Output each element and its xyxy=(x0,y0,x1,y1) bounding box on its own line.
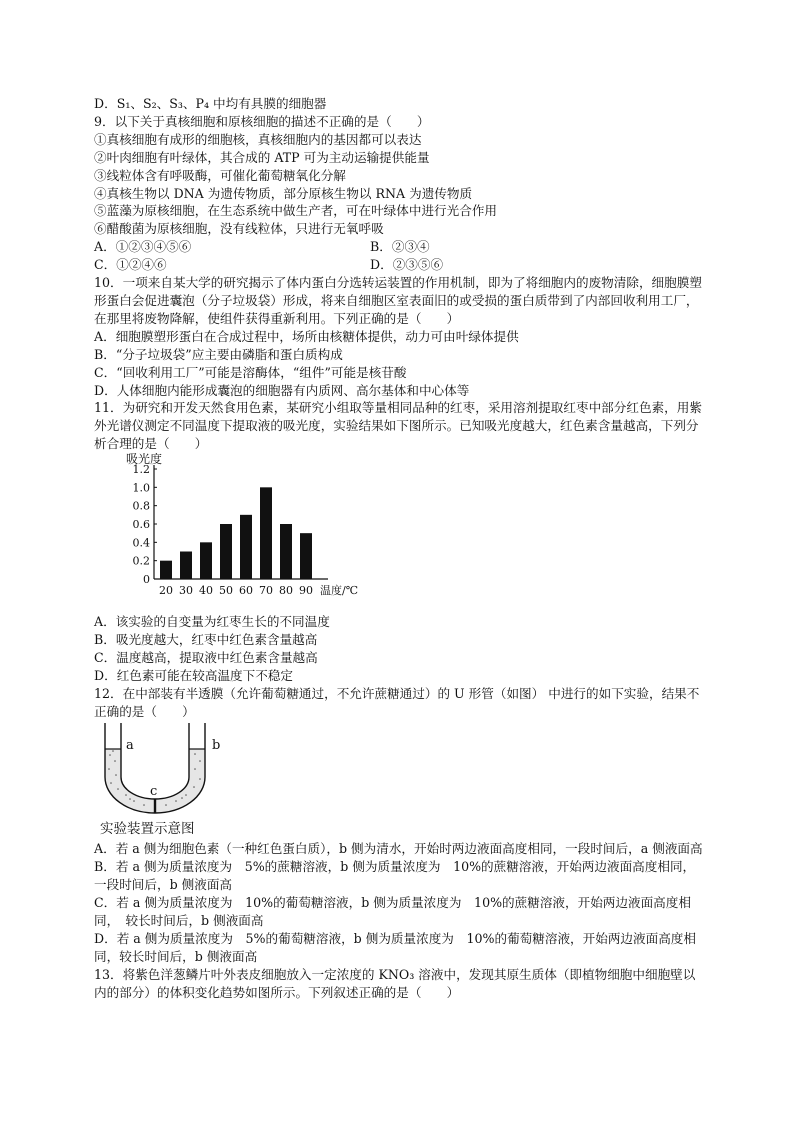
q9-stem: 9．以下关于真核细胞和原核细胞的描述不正确的是（ ） xyxy=(94,113,430,129)
q10-option-c: C．“回收利用工厂”可能是溶酶体，“组件”可能是核苷酸 xyxy=(94,364,407,380)
bar-50 xyxy=(220,524,232,579)
x-tick-label: 40 xyxy=(199,584,213,598)
u-tube-diagram xyxy=(100,721,250,821)
bar-60 xyxy=(240,515,252,579)
bar-40 xyxy=(200,542,212,579)
q8-option-d: D．S₁、S₂、S₃、P₄ 中均有具膜的细胞器 xyxy=(94,96,327,111)
bar-90 xyxy=(300,533,312,579)
bar-80 xyxy=(280,524,292,579)
u-tube-figure xyxy=(94,721,704,821)
x-tick-label: 70 xyxy=(259,584,273,598)
figure-caption: 实验装置示意图 xyxy=(100,820,195,837)
u-tube-label-a: a xyxy=(126,737,134,753)
x-tick-label: 20 xyxy=(159,584,173,598)
q13-stem: 13．将紫色洋葱鳞片叶外表皮细胞放入一定浓度的 KNO₃ 溶液中，发现其原生质体（即植物细胞中细胞壁以内的部分）的体积变化趋势如图所示。下列叙述正确的是（ ） xyxy=(94,966,696,1000)
q11-option-a: A．该实验的自变量为红枣生长的不同温度 xyxy=(94,614,330,630)
q10-stem: 10．一项来自某大学的研究揭示了体内蛋白分选转运装置的作用机制，即为了将细胞内的废物清除，细胞膜塑形蛋白会促进囊泡（分子垃圾袋）形成，将来自细胞区室表面旧的或受损的蛋白质带到了内部回收利用工厂，在那里将废物降解，使组件获得重新利用。下列正确的是（ ） xyxy=(94,275,702,326)
q10-option-a: A．细胞膜塑形蛋白在合成过程中，场所由核糖体提供，动力可由叶绿体提供 xyxy=(94,328,519,344)
absorbance-bar-chart xyxy=(94,453,394,613)
q11-option-d: D．红色素可能在较高温度下不稳定 xyxy=(94,667,294,683)
y-tick-label: 1.0 xyxy=(132,481,150,495)
y-tick-label: 0.2 xyxy=(132,554,150,568)
x-tick-label: 90 xyxy=(299,584,313,598)
q9-options-row-1 xyxy=(94,238,704,256)
q10-option-d: D．人体细胞内能形成囊泡的细胞器有内质网、高尔基体和中心体等 xyxy=(94,382,470,398)
q9-option-d: D．②③⑤⑥ xyxy=(370,257,444,273)
q12-option-d: D．若 a 侧为质量浓度为 5%的葡萄糖溶液，b 侧为质量浓度为 10%的葡萄糖溶液，开始两边液面高度相同，较长时间后，b 侧液面高 xyxy=(94,931,696,964)
y-tick-label: 1.2 xyxy=(132,463,150,477)
x-tick-label: 80 xyxy=(279,584,293,598)
y-tick-label: 0.6 xyxy=(132,518,150,532)
q9-item-1: ①真核细胞有成形的细胞核，真核细胞内的基因都可以表达 xyxy=(94,131,422,147)
y-tick-label: 0.4 xyxy=(132,536,150,550)
q11-option-b: B．吸光度越大，红枣中红色素含量越高 xyxy=(94,632,318,648)
q9-item-6: ⑥醋酸菌为原核细胞，没有线粒体，只进行无氧呼吸 xyxy=(94,221,384,237)
bar-30 xyxy=(180,552,192,580)
exam-page xyxy=(94,95,704,1002)
x-tick-label: 30 xyxy=(179,584,193,598)
q9-option-b: B．②③④ xyxy=(370,239,430,255)
x-tick-label: 50 xyxy=(219,584,233,598)
q9-option-a: A．①②③④⑤⑥ xyxy=(94,239,192,255)
q11-stem: 11．为研究和开发天然食用色素，某研究小组取等量相同品种的红枣，采用溶剂提取红枣中部分红色素，用紫外光谱仪测定不同温度下提取液的吸光度，实验结果如下图所示。已知吸光度越大，红色素含量越高，下列分析合理的是（ ） xyxy=(94,400,702,452)
y-tick-label: 0 xyxy=(143,573,150,587)
q9-options-row-2 xyxy=(94,256,704,274)
x-axis-title: 温度/℃ xyxy=(320,584,359,598)
y-tick-label: 0.8 xyxy=(132,499,150,513)
q9-item-3: ③线粒体含有呼吸酶，可催化葡萄糖氧化分解 xyxy=(94,167,346,183)
u-tube-label-b: b xyxy=(212,737,221,753)
u-tube-label-c: c xyxy=(150,783,158,799)
x-tick-label: 60 xyxy=(239,584,253,598)
q9-option-c: C．①②④⑥ xyxy=(94,257,167,273)
q11-option-c: C．温度越高，提取液中红色素含量越高 xyxy=(94,649,318,665)
q9-item-5: ⑤蓝藻为原核细胞，在生态系统中做生产者，可在叶绿体中进行光合作用 xyxy=(94,203,497,219)
bar-70 xyxy=(260,487,272,579)
q12-option-c: C．若 a 侧为质量浓度为 10%的葡萄糖溶液，b 侧为质量浓度为 10%的蔗糖溶液，开始两边液面高度相同， 较长时间后，b 侧液面高 xyxy=(94,895,691,929)
q9-item-4: ④真核生物以 DNA 为遗传物质，部分原核生物以 RNA 为遗传物质 xyxy=(94,185,473,201)
q12-option-b: B．若 a 侧为质量浓度为 5%的蔗糖溶液，b 侧为质量浓度为 10%的蔗糖溶液，开始两边液面高度相同，一段时间后，b 侧液面高 xyxy=(94,859,696,893)
absorbance-chart xyxy=(94,453,704,613)
q12-stem: 12．在中部装有半透膜（允许葡萄糖通过，不允许蔗糖通过）的 U 形管（如图） 中进行的如下实验，结果不正确的是（ ） xyxy=(94,685,700,719)
q10-option-b: B．“分子垃圾袋”应主要由磷脂和蛋白质构成 xyxy=(94,346,343,362)
y-axis-title: 吸光度 xyxy=(126,453,163,467)
q12-option-a: A．若 a 侧为细胞色素（一种红色蛋白质），b 侧为清水，开始时两边液面高度相同，一段时间后，a 侧液面高 xyxy=(94,841,703,857)
q9-item-2: ②叶肉细胞有叶绿体，其合成的 ATP 可为主动运输提供能量 xyxy=(94,149,430,165)
bar-20 xyxy=(160,561,172,579)
